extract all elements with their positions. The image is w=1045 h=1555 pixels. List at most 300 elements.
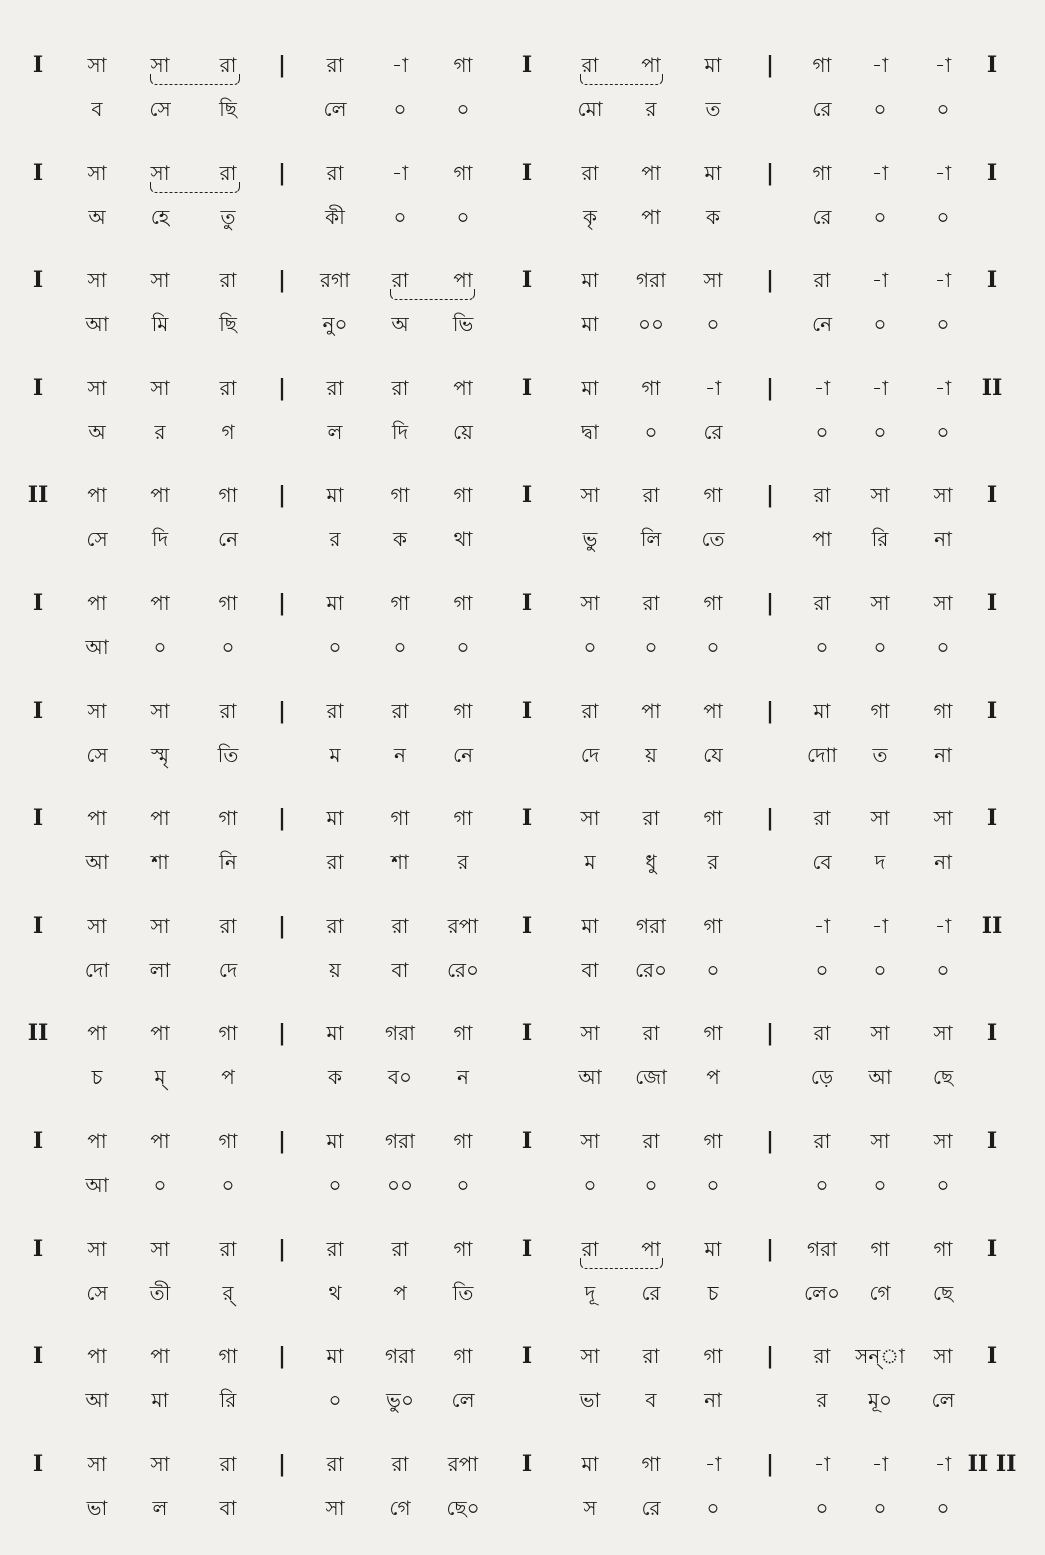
lyric-syllable: ০ <box>583 1173 597 1197</box>
swara-note: -া <box>813 913 831 938</box>
bar-line: I <box>521 267 533 294</box>
lyric-syllable: ত <box>705 97 721 121</box>
bar-line: | <box>277 267 287 294</box>
bar-line: I <box>521 159 533 186</box>
lyric-syllable: ০ <box>644 419 658 444</box>
swara-note: রা <box>813 591 831 615</box>
stanza <box>0 482 1045 586</box>
bar-line: I <box>521 482 533 509</box>
lyric-syllable: ভি <box>452 312 474 337</box>
lyric-syllable: অ <box>88 204 106 229</box>
lyric-syllable: পা <box>812 527 832 552</box>
bar-line: | <box>765 267 775 294</box>
swara-note: রা <box>219 160 237 185</box>
lyric-syllable: দে <box>218 957 238 982</box>
lyric-syllable: ল <box>152 1495 168 1520</box>
swara-note: গা <box>870 1236 890 1261</box>
swara-note: পা <box>150 591 170 615</box>
swara-note: সা <box>933 591 953 615</box>
bar-line: | <box>277 482 287 509</box>
lyric-syllable: ক <box>328 1065 342 1090</box>
swara-note: গা <box>453 806 473 831</box>
lyric-syllable: ০ <box>456 97 470 121</box>
swara-note: পা <box>150 483 170 508</box>
swara-note: সা <box>87 160 107 185</box>
swara-note: গা <box>453 591 473 615</box>
swara-note: গা <box>218 1344 238 1369</box>
lyric-syllable: র <box>645 97 657 121</box>
bar-line: | <box>765 1450 775 1477</box>
bar-line: | <box>277 1343 287 1370</box>
lyric-syllable: শা <box>151 850 169 875</box>
swara-note: গা <box>453 160 473 185</box>
lyric-syllable: ০ <box>873 957 887 982</box>
swara-note: পা <box>641 698 661 723</box>
lyric-syllable: নে <box>452 742 474 767</box>
lyric-syllable: দূ <box>584 1280 596 1305</box>
bar-line: I <box>521 52 533 78</box>
stanza <box>0 1451 1045 1555</box>
bar-line: | <box>277 912 287 939</box>
swara-note: পা <box>641 160 661 185</box>
swara-note: গা <box>453 1129 473 1153</box>
swara-note: গা <box>703 1021 723 1046</box>
lyric-syllable: মূ০ <box>867 1388 893 1413</box>
bar-line: | <box>277 1128 287 1154</box>
swara-note: রা <box>391 268 409 293</box>
swara-note: সা <box>150 160 170 185</box>
swara-note: সা <box>580 1129 600 1153</box>
swara-note: রা <box>813 268 831 293</box>
stanza <box>0 1020 1045 1124</box>
slur-mark <box>580 74 663 85</box>
swara-note: সা <box>580 591 600 615</box>
swara-note: মা <box>704 160 722 185</box>
lyric-syllable: বা <box>219 1495 237 1520</box>
swara-note: -া <box>934 913 952 938</box>
swara-note: -া <box>391 160 409 185</box>
swara-note: গা <box>703 1344 723 1369</box>
lyric-syllable: ০ <box>815 635 829 659</box>
lyric-syllable: ০ <box>936 1495 950 1520</box>
bar-line: I <box>986 697 998 724</box>
swara-note: সা <box>150 698 170 723</box>
lyric-syllable: চ <box>91 1065 103 1090</box>
swara-note: রা <box>391 913 409 938</box>
lyric-syllable: ০০ <box>386 1173 414 1197</box>
swara-note: পা <box>641 1236 661 1261</box>
lyric-syllable: ন <box>394 742 406 767</box>
lyric-syllable: তি <box>217 742 239 767</box>
swara-note: -া <box>813 1451 831 1476</box>
bar-line: II <box>27 482 49 509</box>
swara-note: -া <box>871 1451 889 1476</box>
swara-note: সা <box>870 591 890 615</box>
swara-note: সা <box>87 375 107 400</box>
swara-note: সা <box>933 1021 953 1046</box>
lyric-syllable: র্ <box>222 1280 234 1305</box>
lyric-syllable: দোা <box>806 742 838 767</box>
lyric-syllable: আ <box>85 1388 109 1413</box>
lyric-syllable: নে <box>811 312 833 337</box>
lyric-syllable: প <box>221 1065 235 1090</box>
swara-note: সা <box>150 1236 170 1261</box>
lyric-syllable: ০ <box>583 635 597 659</box>
bar-line: I <box>986 1343 998 1370</box>
lyric-syllable: শা <box>391 850 409 875</box>
lyric-syllable: ০ <box>815 1495 829 1520</box>
lyric-syllable: ভু০ <box>386 1388 414 1413</box>
lyric-syllable: র <box>457 850 469 875</box>
swara-note: গা <box>641 1451 661 1476</box>
swara-note: সা <box>580 806 600 831</box>
bar-line: I <box>521 805 533 832</box>
lyric-syllable: আ <box>85 312 109 337</box>
lyric-syllable: ক <box>706 204 720 229</box>
swara-note: গা <box>812 53 832 77</box>
bar-line: | <box>277 805 287 832</box>
swara-note: গা <box>390 806 410 831</box>
swara-note: মা <box>326 1129 344 1153</box>
lyric-syllable: ছে০ <box>446 1495 480 1520</box>
bar-line: | <box>277 1020 287 1047</box>
lyric-syllable: বে <box>812 850 832 875</box>
bar-line: I <box>521 1235 533 1262</box>
lyric-syllable: না <box>704 1388 722 1413</box>
bar-line: | <box>277 1235 287 1262</box>
swara-note: পা <box>87 483 107 508</box>
swara-note: পা <box>87 591 107 615</box>
bar-line: | <box>765 159 775 186</box>
swara-note: গা <box>218 806 238 831</box>
lyric-syllable: ক <box>393 527 407 552</box>
bar-line: I <box>32 1235 44 1262</box>
swara-note: গরা <box>636 268 666 293</box>
lyric-syllable: না <box>934 527 952 552</box>
slur-mark <box>150 74 240 85</box>
swara-note: রা <box>326 375 344 400</box>
swara-note: মা <box>326 1344 344 1369</box>
swara-note: রা <box>642 806 660 831</box>
bar-line: I <box>521 1020 533 1047</box>
lyric-syllable: ০ <box>153 1173 167 1197</box>
bar-line: I <box>32 912 44 939</box>
lyric-syllable: মা <box>151 1388 169 1413</box>
lyric-syllable: ০ <box>815 419 829 444</box>
swara-note: রা <box>391 375 409 400</box>
lyric-syllable: ০ <box>706 635 720 659</box>
lyric-syllable: ছি <box>219 312 237 337</box>
bar-line: | <box>765 1020 775 1047</box>
bar-line: I <box>521 697 533 724</box>
swara-note: গা <box>390 483 410 508</box>
swara-note: -া <box>871 53 889 77</box>
stanza <box>0 375 1045 479</box>
swara-note: সা <box>150 1451 170 1476</box>
lyric-syllable: বা <box>391 957 409 982</box>
lyric-syllable: স্মৃ <box>150 742 170 767</box>
swara-note: পা <box>641 53 661 77</box>
lyric-syllable: কৃ <box>583 204 597 229</box>
swara-note: পা <box>87 1021 107 1046</box>
lyric-syllable: ছে <box>932 1280 954 1305</box>
lyric-syllable: ড়ে <box>810 1065 834 1090</box>
lyric-syllable: ০ <box>456 204 470 229</box>
lyric-syllable: ০ <box>873 1495 887 1520</box>
swara-note: রা <box>642 591 660 615</box>
lyric-syllable: ০ <box>328 1388 342 1413</box>
swara-note: সা <box>933 1129 953 1153</box>
swara-note: মা <box>326 806 344 831</box>
swara-note: গা <box>218 483 238 508</box>
lyric-syllable: অ <box>88 419 106 444</box>
swara-note: -া <box>813 375 831 400</box>
swara-note: মা <box>326 483 344 508</box>
swara-note: সা <box>87 698 107 723</box>
lyric-syllable: ০ <box>393 204 407 229</box>
bar-line: | <box>765 482 775 509</box>
lyric-syllable: ০ <box>936 97 950 121</box>
lyric-syllable: লে <box>451 1388 475 1413</box>
lyric-syllable: রে <box>703 419 723 444</box>
lyric-syllable: ০০ <box>637 312 665 337</box>
bar-line: I <box>32 1343 44 1370</box>
lyric-syllable: সে <box>86 742 108 767</box>
lyric-syllable: দো <box>84 957 110 982</box>
swara-note: গা <box>218 591 238 615</box>
stanza <box>0 52 1045 156</box>
swara-note: রা <box>581 1236 599 1261</box>
swara-note: গা <box>703 591 723 615</box>
bar-line: I <box>32 52 44 78</box>
lyric-syllable: গ <box>221 419 235 444</box>
bar-line: I <box>32 590 44 616</box>
swara-note: গরা <box>636 913 666 938</box>
stanza <box>0 1128 1045 1232</box>
swara-note: সা <box>870 483 890 508</box>
lyric-syllable: রি <box>871 527 889 552</box>
swara-note: মা <box>581 268 599 293</box>
bar-line: I <box>986 159 998 186</box>
bar-line: I <box>32 1128 44 1154</box>
swara-note: গরা <box>385 1344 415 1369</box>
bar-line: | <box>277 52 287 78</box>
swara-note: রা <box>813 1021 831 1046</box>
bar-line: I <box>521 1128 533 1154</box>
stanza <box>0 1236 1045 1340</box>
lyric-syllable: ম <box>584 850 596 875</box>
lyric-syllable: ০ <box>221 1173 235 1197</box>
lyric-syllable: গে <box>389 1495 411 1520</box>
stanza <box>0 267 1045 371</box>
lyric-syllable: রে০ <box>446 957 480 982</box>
bar-line: | <box>765 805 775 832</box>
swara-note: রপা <box>447 913 479 938</box>
swara-note: রা <box>581 698 599 723</box>
lyric-syllable: প <box>706 1065 720 1090</box>
lyric-syllable: না <box>934 742 952 767</box>
lyric-syllable: আ <box>85 850 109 875</box>
swara-note: গা <box>218 1021 238 1046</box>
lyric-syllable: যে <box>703 742 723 767</box>
swara-note: রা <box>219 268 237 293</box>
lyric-syllable: দে <box>580 742 600 767</box>
lyric-syllable: থ <box>328 1280 342 1305</box>
stanza <box>0 1343 1045 1447</box>
swara-note: সা <box>150 913 170 938</box>
swara-note: রা <box>219 698 237 723</box>
swara-note: -া <box>934 1451 952 1476</box>
swara-note: গা <box>453 1344 473 1369</box>
lyric-syllable: ০ <box>393 635 407 659</box>
lyric-syllable: ০ <box>706 1495 720 1520</box>
swara-note: রগা <box>320 268 350 293</box>
lyric-syllable: ০ <box>873 97 887 121</box>
swara-note: সা <box>870 1129 890 1153</box>
lyric-syllable: হে <box>150 204 170 229</box>
swara-note: গা <box>453 698 473 723</box>
lyric-syllable: দ <box>874 850 886 875</box>
lyric-syllable: ০ <box>936 957 950 982</box>
swara-note: -া <box>871 160 889 185</box>
lyric-syllable: পা <box>641 204 661 229</box>
swara-note: মা <box>581 375 599 400</box>
swara-note: সা <box>870 806 890 831</box>
swara-note: সা <box>87 1451 107 1476</box>
lyric-syllable: ভু <box>582 527 598 552</box>
swara-note: সা <box>87 53 107 77</box>
lyric-syllable: দি <box>151 527 169 552</box>
lyric-syllable: র <box>154 419 166 444</box>
bar-line: I <box>32 805 44 832</box>
bar-line: | <box>277 697 287 724</box>
lyric-syllable: ০ <box>706 312 720 337</box>
swara-note: গরা <box>807 1236 837 1261</box>
swara-note: -া <box>704 375 722 400</box>
lyric-syllable: না <box>934 850 952 875</box>
swara-note: মা <box>813 698 831 723</box>
bar-line: I <box>986 805 998 832</box>
lyric-syllable: আ <box>85 635 109 659</box>
bar-line: I <box>521 374 533 401</box>
swara-note: পা <box>150 1021 170 1046</box>
lyric-syllable: ল <box>327 419 343 444</box>
lyric-syllable: দ্বা <box>581 419 599 444</box>
lyric-syllable: য় <box>645 742 657 767</box>
swara-note: রা <box>813 483 831 508</box>
bar-line: I <box>986 267 998 294</box>
swara-note: রা <box>642 1021 660 1046</box>
swara-note: পা <box>150 1129 170 1153</box>
lyric-syllable: মি <box>151 312 169 337</box>
swara-note: রা <box>581 53 599 77</box>
bar-line: I <box>521 1343 533 1370</box>
lyric-syllable: ভা <box>579 1388 601 1413</box>
swara-note: -া <box>934 160 952 185</box>
bar-line: I <box>986 482 998 509</box>
lyric-syllable: ছে <box>932 1065 954 1090</box>
swara-note: -া <box>391 53 409 77</box>
lyric-syllable: নি <box>219 850 237 875</box>
lyric-syllable: নু০ <box>322 312 348 337</box>
lyric-syllable: রি <box>219 1388 237 1413</box>
bar-line: I <box>986 1128 998 1154</box>
swara-note: সা <box>580 1021 600 1046</box>
bar-line: | <box>765 52 775 78</box>
swara-note: রা <box>326 1451 344 1476</box>
swara-note: সা <box>87 1236 107 1261</box>
swara-note: পা <box>87 1344 107 1369</box>
lyric-syllable: ০ <box>706 1173 720 1197</box>
lyric-syllable: য় <box>329 957 341 982</box>
swara-note: -া <box>934 375 952 400</box>
lyric-syllable: ব <box>91 97 103 121</box>
lyric-syllable: তে <box>701 527 725 552</box>
swara-note: গা <box>453 53 473 77</box>
swara-note: মা <box>704 53 722 77</box>
swara-note: -া <box>704 1451 722 1476</box>
bar-line: I <box>521 1450 533 1477</box>
lyric-syllable: নে <box>217 527 239 552</box>
bar-line: | <box>277 1450 287 1477</box>
bar-line: I <box>32 1450 44 1477</box>
lyric-syllable: মা <box>581 312 599 337</box>
lyric-syllable: জো <box>635 1065 667 1090</box>
bar-line: I <box>986 1020 998 1047</box>
swara-note: রা <box>219 1451 237 1476</box>
bar-line: I <box>32 267 44 294</box>
lyric-syllable: চ <box>707 1280 719 1305</box>
lyric-syllable: ব০ <box>387 1065 413 1090</box>
bar-line: I <box>521 590 533 616</box>
lyric-syllable: অ <box>391 312 409 337</box>
lyric-syllable: ০ <box>328 1173 342 1197</box>
lyric-syllable: ০ <box>936 419 950 444</box>
lyric-syllable: ধু <box>645 850 657 875</box>
lyric-syllable: ০ <box>873 204 887 229</box>
lyric-syllable: লা <box>149 957 171 982</box>
slur-mark <box>580 1258 663 1269</box>
swara-note: -া <box>871 375 889 400</box>
lyric-syllable: লে০ <box>803 1280 841 1305</box>
swara-note: রা <box>391 1236 409 1261</box>
lyric-syllable: প <box>393 1280 407 1305</box>
swara-note: রা <box>219 913 237 938</box>
lyric-syllable: তী <box>149 1280 171 1305</box>
swara-note: রা <box>581 160 599 185</box>
bar-line: I <box>32 159 44 186</box>
swara-note: গা <box>390 591 410 615</box>
swara-note: সা <box>933 1344 953 1369</box>
swara-note: রা <box>813 806 831 831</box>
stanza <box>0 698 1045 802</box>
bar-line: | <box>277 374 287 401</box>
bar-line: | <box>765 1235 775 1262</box>
swara-note: রা <box>326 913 344 938</box>
lyric-syllable: ০ <box>706 957 720 982</box>
swara-note: পা <box>87 1129 107 1153</box>
lyric-syllable: ০ <box>328 635 342 659</box>
swara-note: গা <box>703 913 723 938</box>
swara-note: সা <box>150 375 170 400</box>
lyric-syllable: আ <box>578 1065 602 1090</box>
swara-note: রা <box>813 1129 831 1153</box>
bar-line: II <box>27 1020 49 1047</box>
swara-note: গা <box>933 698 953 723</box>
swara-note: রা <box>219 1236 237 1261</box>
bar-line: | <box>765 1128 775 1154</box>
lyric-syllable: তু <box>220 204 236 229</box>
